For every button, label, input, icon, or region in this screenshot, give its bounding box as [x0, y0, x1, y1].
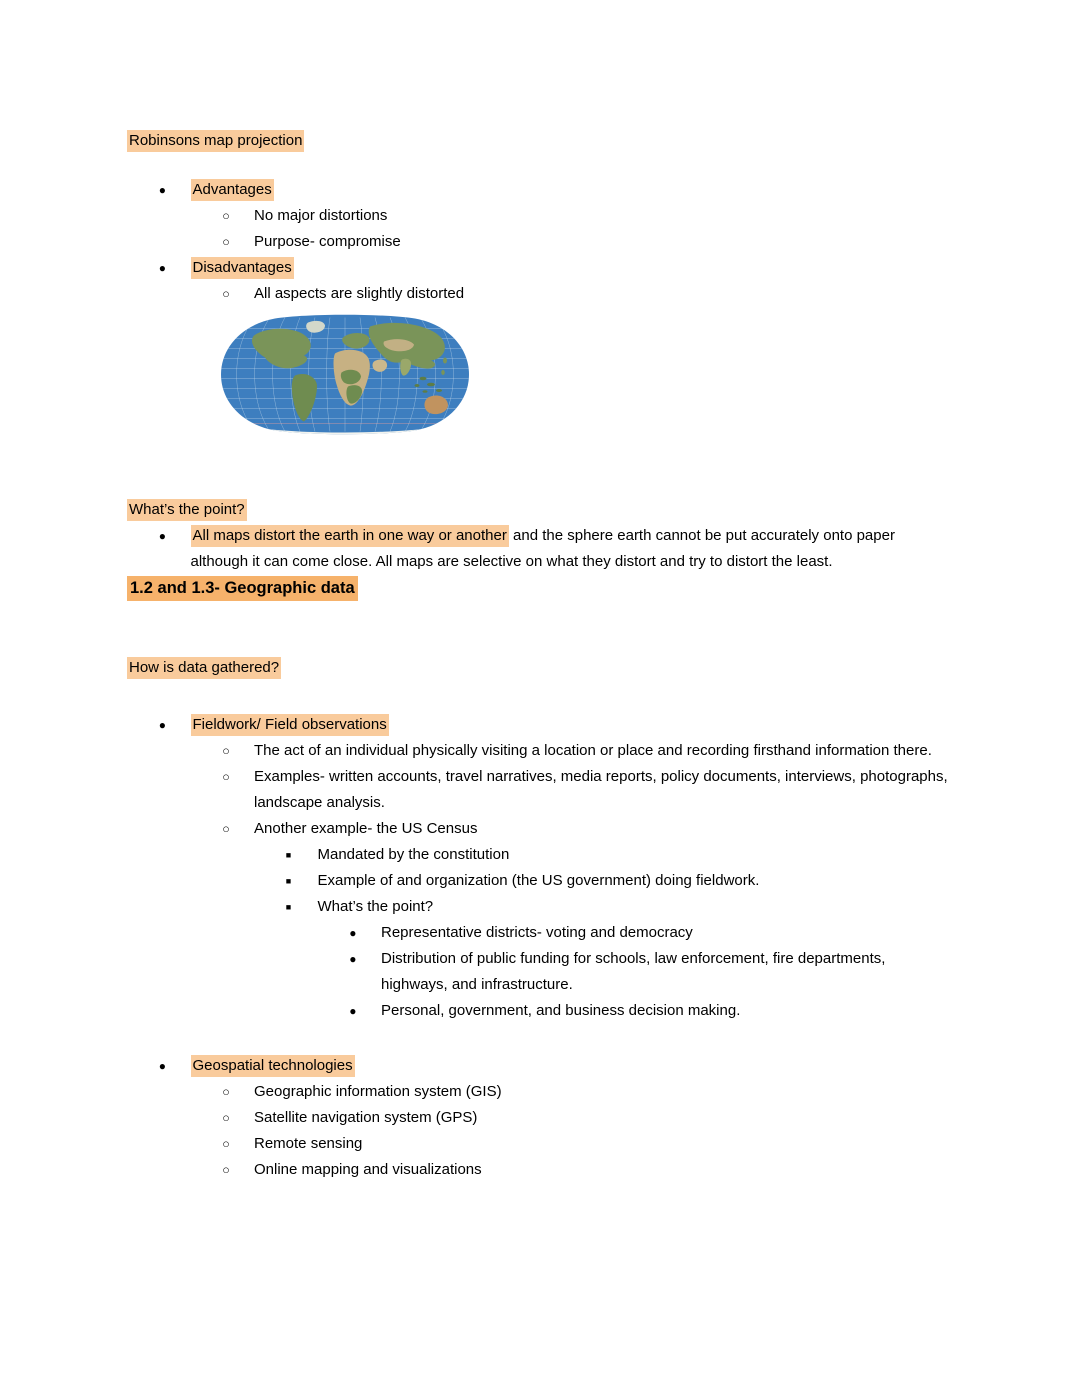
- geospatial-list: [127, 1053, 953, 1183]
- list-item-text: [191, 255, 954, 281]
- geospatial-label: Geospatial technologies: [191, 1055, 355, 1077]
- bullet-disc-icon: ●: [349, 1004, 357, 1018]
- paragraph-rest: and the sphere earth cannot be put accurately onto paper although it can come close. All maps are selective on what they distort and try to distort the least.: [190, 527, 895, 570]
- list-item: [222, 1131, 953, 1157]
- list-item-text: Online mapping and visualizations: [254, 1161, 482, 1178]
- list-item: [286, 894, 953, 920]
- section-heading: [127, 575, 953, 602]
- fieldwork-list: [127, 712, 953, 1024]
- bullet-circle-icon: ○: [222, 1085, 230, 1099]
- bullet-disc-icon: ●: [158, 1059, 166, 1073]
- robinson-map-image: [219, 311, 471, 438]
- bullet-circle-icon: ○: [222, 1111, 230, 1125]
- list-item-text: Examples- written accounts, travel narratives, media reports, policy documents, interviews, photographs, landscape analysis.: [254, 768, 948, 811]
- bullet-circle-icon: ○: [222, 822, 230, 836]
- list-item-text: Purpose- compromise: [254, 233, 401, 250]
- list-item-fieldwork: [159, 712, 953, 738]
- list-item: [286, 842, 953, 868]
- bullet-disc-icon: ●: [158, 718, 166, 732]
- list-item-text: Representative districts- voting and democracy: [381, 924, 693, 941]
- doc-title: [127, 128, 953, 154]
- list-item: [222, 816, 953, 842]
- list-item-text: Geographic information system (GIS): [254, 1083, 502, 1100]
- list-item-text: Distribution of public funding for schools, law enforcement, fire departments, highways, and infrastructure.: [381, 950, 886, 993]
- highlighted-phrase: All maps distort the earth in one way or another: [191, 525, 509, 547]
- list-item-advantages: [159, 177, 953, 203]
- gather-heading-text: How is data gathered?: [127, 657, 281, 679]
- list-item-text: All aspects are slightly distorted: [254, 285, 465, 302]
- doc-title-text: Robinsons map projection: [127, 130, 304, 152]
- list-item: [349, 998, 953, 1024]
- list-item-text: Satellite navigation system (GPS): [254, 1109, 478, 1126]
- list-item: [222, 1105, 953, 1131]
- bullet-circle-icon: ○: [222, 744, 230, 758]
- bullet-circle-icon: ○: [222, 209, 230, 223]
- whats-point-heading-text: What’s the point?: [127, 499, 247, 521]
- world-map-svg: [219, 311, 471, 438]
- list-item-text: Mandated by the constitution: [317, 846, 510, 863]
- list-item: [349, 946, 953, 998]
- bullet-circle-icon: ○: [222, 1137, 230, 1151]
- list-item-text: Remote sensing: [254, 1135, 363, 1152]
- list-item-text: What’s the point?: [317, 898, 434, 915]
- list-item-text: Another example- the US Census: [254, 820, 478, 837]
- bullet-disc-icon: ●: [349, 952, 357, 966]
- list-item-text: No major distortions: [254, 207, 388, 224]
- whats-point-heading: [127, 497, 953, 523]
- fieldwork-label: Fieldwork/ Field observations: [191, 714, 389, 736]
- list-item-text: [191, 1053, 954, 1079]
- list-item: [222, 281, 953, 307]
- bullet-circle-icon: ○: [222, 770, 230, 784]
- bullet-disc-icon: ●: [158, 529, 166, 543]
- bullet-square-icon: ■: [285, 850, 292, 860]
- bullet-disc-icon: ●: [158, 183, 166, 197]
- list-item: [222, 1079, 953, 1105]
- list-item: [222, 764, 953, 816]
- projection-list: [127, 177, 953, 307]
- list-item: [222, 229, 953, 255]
- list-item-text: Personal, government, and business decision making.: [381, 1002, 741, 1019]
- bullet-circle-icon: ○: [222, 287, 230, 301]
- list-item-text: [191, 712, 954, 738]
- list-item: [222, 203, 953, 229]
- list-item-text: [191, 177, 954, 203]
- list-item: [222, 1157, 953, 1183]
- bullet-disc-icon: ●: [349, 926, 357, 940]
- list-item-text: Example of and organization (the US government) doing fieldwork.: [317, 872, 760, 889]
- gather-heading: [127, 655, 953, 681]
- paragraph-text: [191, 523, 954, 575]
- bullet-circle-icon: ○: [222, 1163, 230, 1177]
- list-item-text: The act of an individual physically visiting a location or place and recording firsthand information there.: [254, 742, 932, 759]
- section-heading-text: 1.2 and 1.3- Geographic data: [127, 576, 358, 601]
- bullet-square-icon: ■: [285, 902, 292, 912]
- bullet-disc-icon: ●: [158, 261, 166, 275]
- list-item-geospatial: [159, 1053, 953, 1079]
- whats-point-paragraph: [159, 523, 953, 575]
- list-item-disadvantages: [159, 255, 953, 281]
- bullet-circle-icon: ○: [222, 235, 230, 249]
- disadvantages-label: Disadvantages: [191, 257, 294, 279]
- list-item: [286, 868, 953, 894]
- bullet-square-icon: ■: [285, 876, 292, 886]
- advantages-label: Advantages: [191, 179, 274, 201]
- list-item: [222, 738, 953, 764]
- list-item: [349, 920, 953, 946]
